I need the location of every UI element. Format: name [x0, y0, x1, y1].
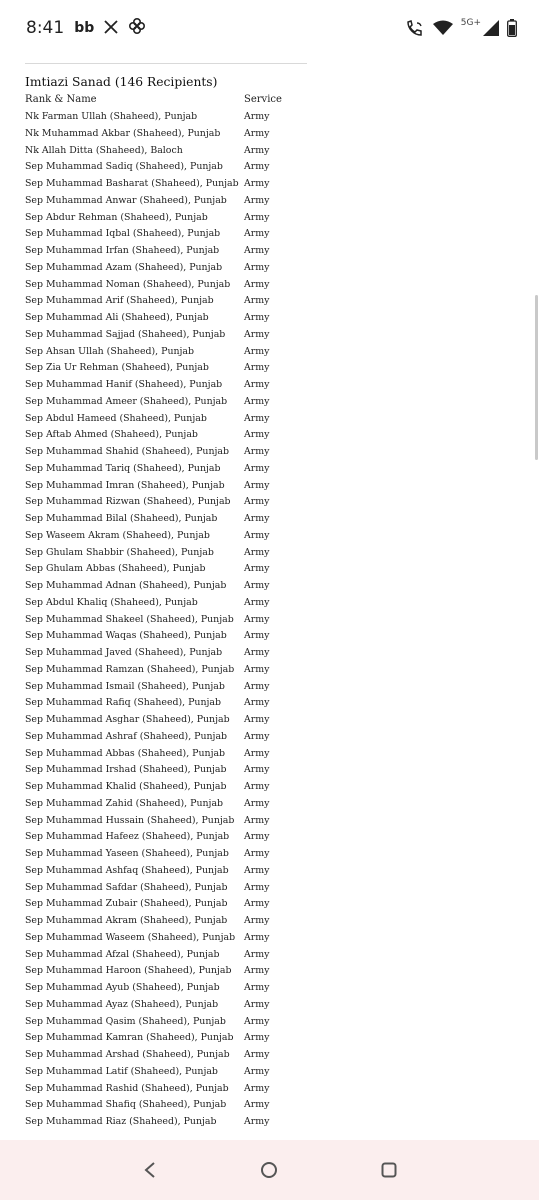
recipient-service: Army	[244, 529, 270, 541]
table-row	[25, 779, 325, 796]
recipient-service: Army	[244, 546, 270, 558]
table-row	[25, 612, 325, 629]
recipient-name: Sep Muhammad Haroon (Shaheed), Punjab	[25, 965, 232, 977]
recipient-service: Army	[244, 764, 270, 776]
table-row	[25, 109, 325, 126]
recipient-name: Sep Muhammad Safdar (Shaheed), Punjab	[25, 881, 228, 893]
recipient-service: Army	[244, 513, 270, 524]
recipient-name: Sep Muhammad Afzal (Shaheed), Punjab	[25, 948, 220, 960]
table-row	[25, 226, 325, 243]
recipient-service: Army	[244, 1032, 270, 1044]
table-row	[25, 176, 325, 193]
recipient-name: Sep Muhammad Ameer (Shaheed), Punjab	[25, 395, 228, 407]
recipient-service: Army	[244, 965, 270, 977]
recipient-name: Sep Muhammad Ayaz (Shaheed), Punjab	[25, 998, 219, 1010]
recipient-name: Sep Ghulam Abbas (Shaheed), Punjab	[25, 563, 206, 575]
table-row	[25, 478, 325, 495]
recents-button[interactable]	[369, 1150, 409, 1190]
recipient-name: Sep Muhammad Shafiq (Shaheed), Punjab	[25, 1099, 227, 1111]
recipient-name: Sep Abdul Khaliq (Shaheed), Punjab	[25, 596, 198, 608]
table-row	[25, 595, 325, 612]
recipient-name: Sep Muhammad Waqas (Shaheed), Punjab	[25, 630, 227, 642]
network-type-label: 5G+	[460, 18, 481, 28]
recipient-service: Army	[244, 730, 270, 742]
scrollbar-thumb[interactable]	[535, 295, 538, 460]
table-row	[25, 1097, 325, 1114]
status-left	[26, 17, 146, 39]
status-right	[405, 19, 517, 37]
recipient-name: Sep Muhammad Khalid (Shaheed), Punjab	[25, 781, 227, 792]
recipient-service: Army	[244, 714, 270, 725]
recipient-service: Army	[244, 111, 270, 122]
recipient-name: Sep Muhammad Basharat (Shaheed), Punjab	[25, 178, 239, 189]
table-row	[25, 210, 325, 227]
table-row	[25, 980, 325, 997]
recipient-name: Sep Abdul Hameed (Shaheed), Punjab	[25, 412, 207, 424]
recipient-service: Army	[244, 998, 270, 1010]
recipient-name: Sep Muhammad Akram (Shaheed), Punjab	[25, 915, 228, 926]
x-logo-icon	[104, 19, 118, 38]
recipient-name: Sep Muhammad Arshad (Shaheed), Punjab	[25, 1049, 230, 1060]
recipient-service: Army	[244, 647, 270, 658]
recipient-name: Sep Ahsan Ullah (Shaheed), Punjab	[25, 345, 195, 357]
table-row	[25, 528, 325, 545]
table-row	[25, 746, 325, 763]
section-title: Imtiazi Sanad (146 Recipients)	[25, 75, 218, 89]
recipient-name: Sep Muhammad Rafiq (Shaheed), Punjab	[25, 697, 222, 709]
table-row	[25, 377, 325, 394]
recipient-service: Army	[244, 1049, 270, 1060]
battery-icon	[507, 19, 517, 37]
recipient-service: Army	[244, 1082, 270, 1094]
table-row	[25, 913, 325, 930]
recipient-service: Army	[244, 312, 270, 323]
recipient-name: Sep Muhammad Abbas (Shaheed), Punjab	[25, 747, 226, 759]
recipient-name: Nk Allah Ditta (Shaheed), Baloch	[25, 144, 183, 156]
recipient-name: Sep Muhammad Irfan (Shaheed), Punjab	[25, 245, 220, 256]
recipient-name: Sep Muhammad Ismail (Shaheed), Punjab	[25, 680, 225, 692]
recipient-service: Army	[244, 1116, 270, 1127]
recipient-name: Sep Muhammad Qasim (Shaheed), Punjab	[25, 1015, 226, 1027]
recipient-service: Army	[244, 127, 270, 139]
recipient-service: Army	[244, 1099, 270, 1111]
wifi-icon	[433, 20, 453, 36]
recipient-service: Army	[244, 446, 270, 457]
table-row	[25, 947, 325, 964]
recipient-service: Army	[244, 931, 270, 943]
header-service: Service	[244, 94, 282, 105]
recipient-service: Army	[244, 429, 270, 441]
recipient-name: Sep Muhammad Rizwan (Shaheed), Punjab	[25, 496, 231, 508]
table-row	[25, 427, 325, 444]
table-row	[25, 143, 325, 160]
recipient-service: Army	[244, 496, 270, 508]
recipient-service: Army	[244, 663, 270, 675]
divider	[25, 63, 307, 64]
recipient-service: Army	[244, 881, 270, 893]
recipient-service: Army	[244, 831, 270, 843]
back-button[interactable]	[130, 1150, 170, 1190]
table-row	[25, 628, 325, 645]
recipient-name: Sep Muhammad Zubair (Shaheed), Punjab	[25, 898, 228, 910]
recipient-name: Sep Muhammad Ashraf (Shaheed), Punjab	[25, 730, 228, 742]
recipient-service: Army	[244, 613, 270, 625]
table-row	[25, 360, 325, 377]
table-row	[25, 461, 325, 478]
recipient-service: Army	[244, 1015, 270, 1027]
recipient-name: Sep Aftab Ahmed (Shaheed), Punjab	[25, 429, 198, 441]
recipient-service: Army	[244, 596, 270, 608]
recipient-name: Sep Muhammad Imran (Shaheed), Punjab	[25, 479, 225, 491]
table-row	[25, 1064, 325, 1081]
recipient-name: Sep Muhammad Hanif (Shaheed), Punjab	[25, 379, 223, 390]
table-row	[25, 712, 325, 729]
table-row	[25, 997, 325, 1014]
table-row	[25, 1114, 325, 1131]
table-row	[25, 344, 325, 361]
recipient-service: Army	[244, 864, 270, 876]
status-bar	[0, 0, 539, 56]
table-row	[25, 578, 325, 595]
recipient-service: Army	[244, 194, 270, 206]
recipient-service: Army	[244, 948, 270, 960]
table-row	[25, 327, 325, 344]
recipient-service: Army	[244, 261, 270, 273]
recipient-name: Sep Ghulam Shabbir (Shaheed), Punjab	[25, 546, 214, 558]
home-icon	[260, 1161, 278, 1179]
table-row	[25, 729, 325, 746]
recipient-name: Sep Muhammad Adnan (Shaheed), Punjab	[25, 580, 227, 591]
header-rank-name: Rank & Name	[25, 94, 97, 105]
app-notification-icon: bb	[74, 20, 95, 36]
recipient-name: Nk Farman Ullah (Shaheed), Punjab	[25, 111, 198, 122]
table-row	[25, 796, 325, 813]
recipient-name: Sep Muhammad Latif (Shaheed), Punjab	[25, 1065, 218, 1077]
recipient-name: Sep Muhammad Shakeel (Shaheed), Punjab	[25, 613, 234, 625]
recipient-name: Sep Muhammad Ali (Shaheed), Punjab	[25, 312, 209, 323]
recipient-name: Sep Muhammad Asghar (Shaheed), Punjab	[25, 714, 230, 725]
recipient-service: Army	[244, 178, 270, 189]
table-row	[25, 829, 325, 846]
table-row	[25, 662, 325, 679]
table-row	[25, 511, 325, 528]
recipients-table	[25, 109, 325, 1131]
recipient-name: Sep Muhammad Azam (Shaheed), Punjab	[25, 261, 223, 273]
recipient-name: Sep Muhammad Noman (Shaheed), Punjab	[25, 278, 231, 290]
table-row	[25, 762, 325, 779]
recipient-service: Army	[244, 144, 270, 156]
table-row	[25, 411, 325, 428]
document-content[interactable]	[0, 56, 539, 1140]
table-row	[25, 277, 325, 294]
back-icon	[143, 1161, 157, 1179]
recipient-name: Sep Muhammad Ayub (Shaheed), Punjab	[25, 982, 220, 993]
table-row	[25, 1030, 325, 1047]
recipient-service: Army	[244, 211, 270, 223]
wifi-call-icon	[405, 19, 425, 37]
recipient-service: Army	[244, 362, 270, 374]
table-row	[25, 260, 325, 277]
status-time: 8:41	[26, 18, 65, 38]
recipient-service: Army	[244, 278, 270, 290]
recipient-service: Army	[244, 630, 270, 642]
recipient-name: Sep Muhammad Sadiq (Shaheed), Punjab	[25, 161, 223, 173]
recipient-name: Sep Waseem Akram (Shaheed), Punjab	[25, 529, 210, 541]
table-row	[25, 444, 325, 461]
table-row	[25, 293, 325, 310]
recipient-name: Sep Muhammad Zahid (Shaheed), Punjab	[25, 797, 224, 809]
recipient-service: Army	[244, 814, 270, 826]
recipient-service: Army	[244, 245, 270, 256]
recipient-service: Army	[244, 797, 270, 809]
recipient-name: Sep Muhammad Tariq (Shaheed), Punjab	[25, 462, 221, 474]
recipient-name: Sep Muhammad Hussain (Shaheed), Punjab	[25, 814, 235, 826]
table-row	[25, 930, 325, 947]
recipient-name: Sep Muhammad Sajjad (Shaheed), Punjab	[25, 328, 226, 340]
recipient-service: Army	[244, 915, 270, 926]
table-row	[25, 863, 325, 880]
recipient-service: Army	[244, 412, 270, 424]
table-row	[25, 695, 325, 712]
table-row	[25, 963, 325, 980]
pinwheel-icon	[128, 17, 146, 39]
table-row	[25, 494, 325, 511]
table-header	[25, 94, 325, 108]
recipient-service: Army	[244, 898, 270, 910]
recipient-name: Sep Muhammad Riaz (Shaheed), Punjab	[25, 1116, 217, 1127]
recipient-service: Army	[244, 395, 270, 407]
recipient-service: Army	[244, 295, 270, 307]
recipient-name: Sep Muhammad Shahid (Shaheed), Punjab	[25, 446, 229, 457]
recipient-name: Sep Muhammad Yaseen (Shaheed), Punjab	[25, 848, 229, 859]
table-row	[25, 896, 325, 913]
home-button[interactable]	[249, 1150, 289, 1190]
recipient-service: Army	[244, 747, 270, 759]
table-row	[25, 561, 325, 578]
recipient-service: Army	[244, 345, 270, 357]
table-row	[25, 193, 325, 210]
recipient-name: Sep Muhammad Ashfaq (Shaheed), Punjab	[25, 864, 229, 876]
recipient-name: Sep Muhammad Iqbal (Shaheed), Punjab	[25, 228, 221, 240]
recipient-name: Sep Muhammad Rashid (Shaheed), Punjab	[25, 1082, 229, 1094]
recipient-service: Army	[244, 479, 270, 491]
table-row	[25, 394, 325, 411]
recipient-name: Sep Muhammad Waseem (Shaheed), Punjab	[25, 931, 236, 943]
recipient-service: Army	[244, 680, 270, 692]
table-row	[25, 880, 325, 897]
recipient-name: Sep Muhammad Arif (Shaheed), Punjab	[25, 295, 214, 307]
recipient-service: Army	[244, 161, 270, 173]
recipient-name: Sep Muhammad Javed (Shaheed), Punjab	[25, 647, 223, 658]
recipient-service: Army	[244, 982, 270, 993]
table-row	[25, 1014, 325, 1031]
table-row	[25, 813, 325, 830]
recipient-name: Nk Muhammad Akbar (Shaheed), Punjab	[25, 127, 221, 139]
recipient-name: Sep Muhammad Ramzan (Shaheed), Punjab	[25, 663, 235, 675]
table-row	[25, 1081, 325, 1098]
recipient-service: Army	[244, 328, 270, 340]
table-row	[25, 126, 325, 143]
table-row	[25, 159, 325, 176]
table-row	[25, 545, 325, 562]
table-row	[25, 846, 325, 863]
recipient-name: Sep Abdur Rehman (Shaheed), Punjab	[25, 211, 208, 223]
recipient-name: Sep Muhammad Kamran (Shaheed), Punjab	[25, 1032, 234, 1044]
table-row	[25, 679, 325, 696]
recipient-service: Army	[244, 563, 270, 575]
table-row	[25, 1047, 325, 1064]
recipient-service: Army	[244, 1065, 270, 1077]
recipient-service: Army	[244, 379, 270, 390]
table-row	[25, 310, 325, 327]
navigation-bar	[0, 1140, 539, 1200]
recipient-service: Army	[244, 462, 270, 474]
table-row	[25, 243, 325, 260]
recipient-name: Sep Muhammad Bilal (Shaheed), Punjab	[25, 513, 218, 524]
cell-signal-icon	[483, 20, 499, 36]
recipient-service: Army	[244, 781, 270, 792]
recents-icon	[381, 1162, 397, 1178]
recipient-service: Army	[244, 228, 270, 240]
recipient-service: Army	[244, 848, 270, 859]
recipient-service: Army	[244, 697, 270, 709]
recipient-name: Sep Muhammad Irshad (Shaheed), Punjab	[25, 764, 227, 776]
recipient-name: Sep Muhammad Hafeez (Shaheed), Punjab	[25, 831, 230, 843]
table-row	[25, 645, 325, 662]
recipient-service: Army	[244, 580, 270, 591]
recipient-name: Sep Muhammad Anwar (Shaheed), Punjab	[25, 194, 227, 206]
recipient-name: Sep Zia Ur Rehman (Shaheed), Punjab	[25, 362, 209, 374]
